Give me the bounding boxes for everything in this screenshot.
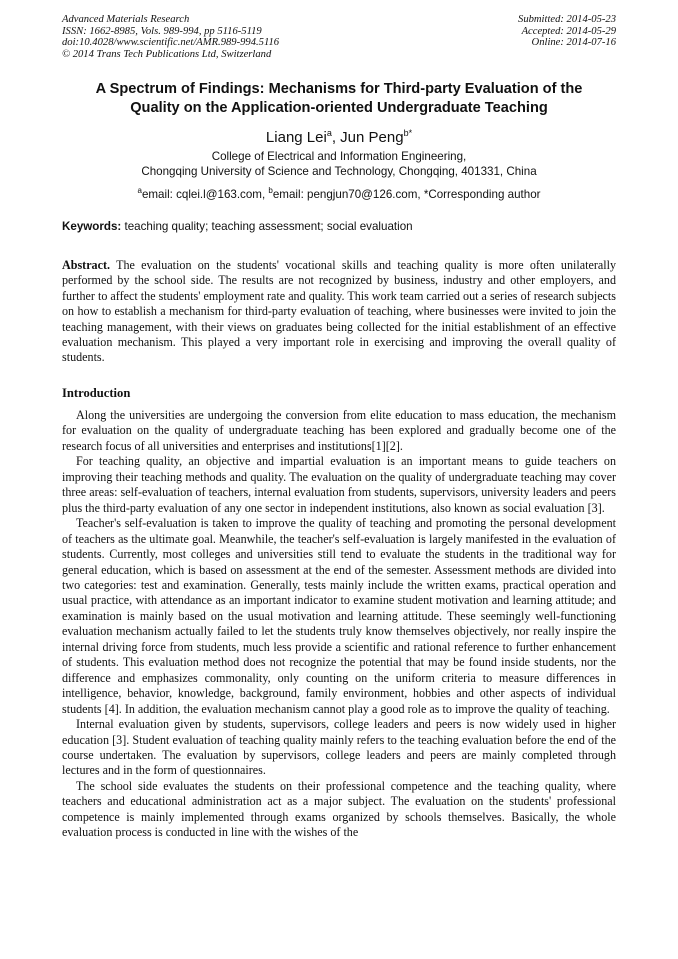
paragraph: Teacher's self-evaluation is taken to improve the quality of teaching and promoting the personal development of teachers as the ultimate goal. Meanwhile, the teacher's self-evaluation is largely manifested in the evaluation of students. Currently, most colleges and universities still tend to evaluate the students in the traditional way for general education, which is based on assessment at the end of the semester. Assessment methods are divided into two categories: test and examination. Generally, tests mainly include the written exams, practical operation and usual practice, with attendance as an important indicator to examine student motivation and learning attitude; and examination is mainly based on the usual motivation and learning attitude. These seemingly well-functioning evaluation mechanism actually failed to let the students truly know themselves objectively, nor really inspire the internal driving force from students, much less provide a scientific and rational reference to further enhancement of students. This evaluation method does not recognize the potential that may be found inside students, nor the difference and emphasizes commonality, only counting on the uniform criteria to measure differences in intelligence, behavior, knowledge, background, family environment, hobbies and other aspects of individual students [4]. In addition, the evaluation mechanism cannot play a good role as to improve the quality of teaching. <box>62 516 616 716</box>
paragraph: For teaching quality, an objective and impartial evaluation is an important means to guide teachers on improving their teaching methods and quality. The evaluation on the quality of undergraduate teaching may cover three areas: self-evaluation of teachers, internal evaluation from students, supervisors, university leaders and peers plus the third-party evaluation of any one sector in independent institutions, also known as social evaluation [3]. <box>62 454 616 515</box>
paragraph: Internal evaluation given by students, supervisors, college leaders and peers is now widely used in higher education [3]. Student evaluation of teaching quality mainly refers to the teaching evaluation before the end of the course undertaken. The evaluation by supervisors, college leaders and peers are mainly completed through lectures and in the form of questionnaires. <box>62 717 616 778</box>
abstract-label: Abstract. <box>62 258 111 272</box>
author-1: Liang Lei <box>265 129 327 146</box>
email-a-mark: a <box>137 186 142 195</box>
email-line <box>62 184 616 202</box>
dates-info <box>518 14 616 49</box>
title-line-1: A Spectrum of Findings: Mechanisms for Third-party Evaluation of the <box>95 81 583 97</box>
keywords-label: Keywords: <box>62 220 122 233</box>
affiliation-line-2: Chongqing University of Science and Technology, Chongqing, 401331, China <box>141 164 537 178</box>
abstract-text: The evaluation on the students' vocational skills and teaching quality is more often unilaterally performed by the school side. The results are not recognized by business, industry and other employers, and further to affect the students' employment rate and quality. This work team carried out a series of research subjects on how to establish a mechanism for third-party evaluation of teaching, where businesses were invited to join the teaching management, with their views on graduates being collected for the initial establishment of an effective evaluation mechanism. This played a very important role in exercising and improving the overall quality of students. <box>62 258 616 365</box>
issn-line: ISSN: 1662-8985, Vols. 989-994, pp 5116-5119 <box>62 25 262 37</box>
email-b-mark: b <box>268 186 273 195</box>
submitted-date: Submitted: 2014-05-23 <box>518 14 616 25</box>
email-a: email: cqlei.l@163.com, <box>141 187 269 201</box>
journal-name: Advanced Materials Research <box>62 14 190 25</box>
author-1-mark: a <box>326 128 332 138</box>
keywords <box>62 220 616 234</box>
section-heading: Introduction <box>62 386 131 400</box>
keywords-text: teaching quality; teaching assessment; social evaluation <box>121 220 413 233</box>
journal-info <box>62 14 279 60</box>
copyright-line: © 2014 Trans Tech Publications Ltd, Switzerland <box>62 48 272 60</box>
affiliation <box>62 150 616 179</box>
online-date: Online: 2014-07-16 <box>531 37 616 49</box>
author-2: Jun Peng <box>340 129 404 146</box>
title-line-2: Quality on the Application-oriented Undergraduate Teaching <box>130 100 548 116</box>
accepted-date: Accepted: 2014-05-29 <box>521 25 616 37</box>
paragraph: Along the universities are undergoing the conversion from elite education to mass education, the mechanism for evaluation on the quality of undergraduate teaching has been explored and gradually become one of the research focus of all universities and enterprises and institutions[1][2]. <box>62 408 616 453</box>
author-list <box>62 123 616 148</box>
doi-line: doi:10.4028/www.scientific.net/AMR.989-994.5116 <box>62 37 280 49</box>
affiliation-line-1: College of Electrical and Information Engineering, <box>211 150 467 163</box>
paper-title <box>62 80 616 118</box>
abstract <box>62 258 616 366</box>
introduction-body <box>62 408 616 841</box>
email-b: email: pengjun70@126.com, *Corresponding author <box>272 187 541 201</box>
author-2-mark: b* <box>403 128 413 138</box>
author-separator: , <box>331 129 341 146</box>
paragraph: The school side evaluates the students on their professional competence and the teaching quality, where teachers and educational administration act as a major subject. The evaluation on the students' professional competence is mainly implemented through exams organized by schools themselves. Basically, the whole evaluation process is conducted in line with the wishes of the <box>62 778 616 840</box>
